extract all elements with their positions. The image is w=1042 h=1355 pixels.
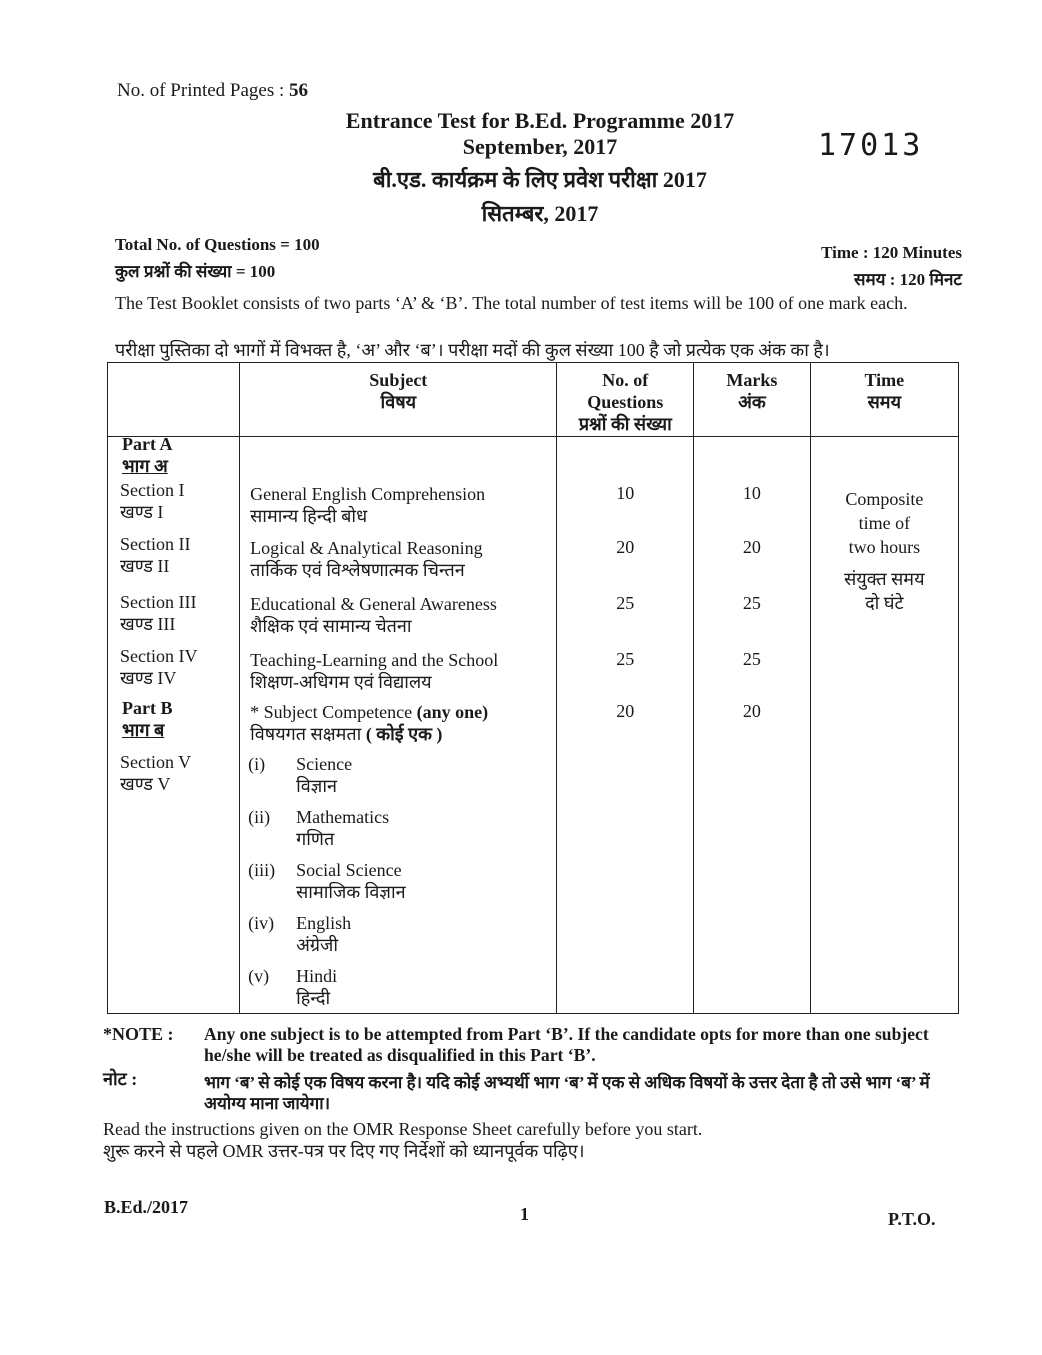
title-hindi: बी.एड. कार्यक्रम के लिए प्रवेश परीक्षा 2017 — [373, 167, 707, 192]
header-part — [108, 363, 240, 437]
questions-3: 25 — [616, 592, 635, 613]
subject-5-hi-bold: ( कोई एक ) — [365, 723, 443, 744]
header-time-en: Time — [864, 370, 905, 390]
questions-4: 25 — [616, 648, 635, 669]
instructions-hindi: शुरू करने से पहले OMR उत्तर-पत्र पर दिए गए निर्देशों को ध्यानपूर्वक पढ़िए। — [103, 1141, 585, 1161]
table-header-row — [108, 363, 959, 437]
option-2-num: (ii) — [248, 806, 271, 827]
part-column — [108, 433, 240, 1013]
option-4 — [248, 912, 351, 956]
option-3-num: (iii) — [248, 859, 276, 880]
option-1-hi: विज्ञान — [296, 775, 338, 796]
total-questions-hindi: कुल प्रश्नों की संख्या = 100 — [115, 262, 276, 281]
option-1 — [248, 753, 352, 797]
subject-5-en-bold: (any one) — [416, 701, 489, 722]
header-marks-hi: अंक — [738, 392, 766, 412]
option-1-num: (i) — [248, 753, 266, 774]
subject-table — [107, 362, 959, 1014]
booklet-code: 17013 — [818, 128, 924, 163]
subject-2 — [250, 537, 482, 581]
part-b-en: Part B — [122, 697, 173, 718]
table-body-row — [108, 436, 959, 1013]
option-5-num: (v) — [248, 965, 270, 986]
subject-1-en: General English Comprehension — [250, 483, 486, 504]
note-label-hindi: नोट : — [103, 1069, 138, 1089]
composite-time-en1: Composite — [845, 488, 924, 509]
option-2 — [248, 806, 389, 850]
questions-5: 20 — [616, 700, 635, 721]
section-5-en: Section V — [120, 751, 192, 772]
printed-pages-value: 56 — [289, 80, 309, 101]
time-hindi: समय : 120 मिनट — [853, 270, 962, 289]
option-3-en: Social Science — [296, 859, 402, 880]
marks-column — [694, 436, 811, 1013]
header-questions-hi: प्रश्नों की संख्या — [578, 414, 672, 434]
time-english: Time : 120 Minutes — [821, 243, 962, 262]
section-4-hi: खण्ड IV — [120, 667, 177, 688]
section-5 — [120, 751, 191, 795]
header-questions — [557, 363, 694, 437]
section-4-en: Section IV — [120, 645, 198, 666]
header-marks-en: Marks — [726, 370, 778, 390]
subject-5-hi: विषयगत सक्षमता — [250, 723, 366, 744]
subject-1-hi: सामान्य हिन्दी बोध — [250, 505, 368, 526]
option-3 — [248, 859, 405, 903]
questions-1: 10 — [616, 482, 635, 503]
title-english: Entrance Test for B.Ed. Programme 2017 — [345, 108, 735, 133]
footer-code: B.Ed./2017 — [104, 1197, 189, 1217]
option-5-hi: हिन्दी — [296, 987, 331, 1008]
section-3-en: Section III — [120, 591, 197, 612]
section-3 — [120, 591, 196, 635]
subject-2-hi: तार्किक एवं विश्लेषणात्मक चिन्तन — [250, 559, 465, 580]
pto: P.T.O. — [888, 1209, 936, 1229]
composite-time-hi2: दो घंटे — [865, 592, 904, 613]
header-time-hi: समय — [867, 392, 902, 412]
part-a — [122, 433, 172, 477]
note-label-english: *NOTE : — [103, 1024, 174, 1044]
option-4-hi: अंग्रेजी — [296, 934, 339, 955]
marks-3: 25 — [742, 592, 761, 613]
section-4 — [120, 645, 197, 689]
marks-5: 20 — [742, 700, 761, 721]
subject-3-en: Educational & General Awareness — [250, 593, 497, 614]
option-5-en: Hindi — [296, 965, 338, 986]
subject-4-hi: शिक्षण-अधिगम एवं विद्यालय — [250, 671, 432, 692]
composite-time-en2: time of — [858, 512, 911, 533]
subject-3-hi: शैक्षिक एवं सामान्य चेतना — [250, 615, 412, 636]
subject-1 — [250, 483, 485, 527]
marks-4: 25 — [742, 648, 761, 669]
part-a-hi: भाग अ — [122, 455, 168, 476]
subject-5-en: * Subject Competence — [250, 701, 417, 722]
header-subject-en: Subject — [369, 370, 428, 390]
time-column — [810, 436, 958, 1013]
composite-time-hi1: संयुक्त समय — [844, 568, 925, 589]
marks-1: 10 — [742, 482, 761, 503]
note-text-hindi: भाग ‘ब’ से कोई एक विषय करना है। यदि कोई अभ्यर्थी भाग ‘ब’ में एक से अधिक विषयों के उत्तर देता है तो उसे भाग ‘ब’ में अयोग्य माना जायेगा। — [204, 1073, 930, 1113]
section-1-hi: खण्ड I — [120, 501, 164, 522]
option-4-num: (iv) — [248, 912, 275, 933]
section-5-hi: खण्ड V — [120, 773, 171, 794]
header-subject-hi: विषय — [380, 392, 417, 412]
intro-hindi: परीक्षा पुस्तिका दो भागों में विभक्त है, ‘अ’ और ‘ब’। परीक्षा मदों की कुल संख्या 100 है जो प्रत्येक एक अंक का है। — [115, 340, 830, 360]
option-2-en: Mathematics — [296, 806, 390, 827]
section-2 — [120, 533, 190, 577]
subject-2-en: Logical & Analytical Reasoning — [250, 537, 483, 558]
composite-time-en3: two hours — [848, 536, 921, 557]
option-1-en: Science — [296, 753, 353, 774]
marks-2: 20 — [742, 536, 761, 557]
part-a-en: Part A — [122, 433, 173, 454]
printed-pages-label: No. of Printed Pages : — [117, 80, 290, 101]
option-5 — [248, 965, 337, 1009]
subject-5 — [250, 701, 488, 745]
section-1 — [120, 479, 185, 523]
subject-4-en: Teaching-Learning and the School — [250, 649, 499, 670]
subject-column — [240, 436, 557, 1013]
header-marks — [694, 363, 811, 437]
option-3-hi: सामाजिक विज्ञान — [296, 881, 406, 902]
note-text-english: Any one subject is to be attempted from Part ‘B’. If the candidate opts for more than one subject he/she will be treated as disqualified in this Part ‘B’. — [204, 1024, 929, 1065]
questions-2: 20 — [616, 536, 635, 557]
composite-time — [811, 487, 958, 615]
part-b-hi: भाग ब — [122, 719, 165, 740]
header-questions-en1: No. of — [602, 370, 649, 390]
intro-english: The Test Booklet consists of two parts ‘A’ & ‘B’. The total number of test items will be 100 of one mark each. — [115, 293, 908, 313]
page-number: 1 — [520, 1204, 529, 1224]
section-1-en: Section I — [120, 479, 185, 500]
section-3-hi: खण्ड III — [120, 613, 176, 634]
subject-3 — [250, 593, 497, 637]
month-english: September, 2017 — [462, 134, 618, 159]
subject-4 — [250, 649, 498, 693]
header-questions-en2: Questions — [587, 392, 664, 412]
header-time — [810, 363, 958, 437]
questions-column — [557, 436, 694, 1013]
part-b — [122, 697, 172, 741]
section-2-en: Section II — [120, 533, 191, 554]
section-2-hi: खण्ड II — [120, 555, 170, 576]
month-hindi: सितम्बर, 2017 — [481, 201, 599, 226]
printed-pages — [117, 80, 308, 102]
header-subject — [240, 363, 557, 437]
total-questions-english: Total No. of Questions = 100 — [115, 235, 320, 254]
option-2-hi: गणित — [296, 828, 335, 849]
option-4-en: English — [296, 912, 352, 933]
instructions-english: Read the instructions given on the OMR Response Sheet carefully before you start. — [103, 1119, 703, 1139]
